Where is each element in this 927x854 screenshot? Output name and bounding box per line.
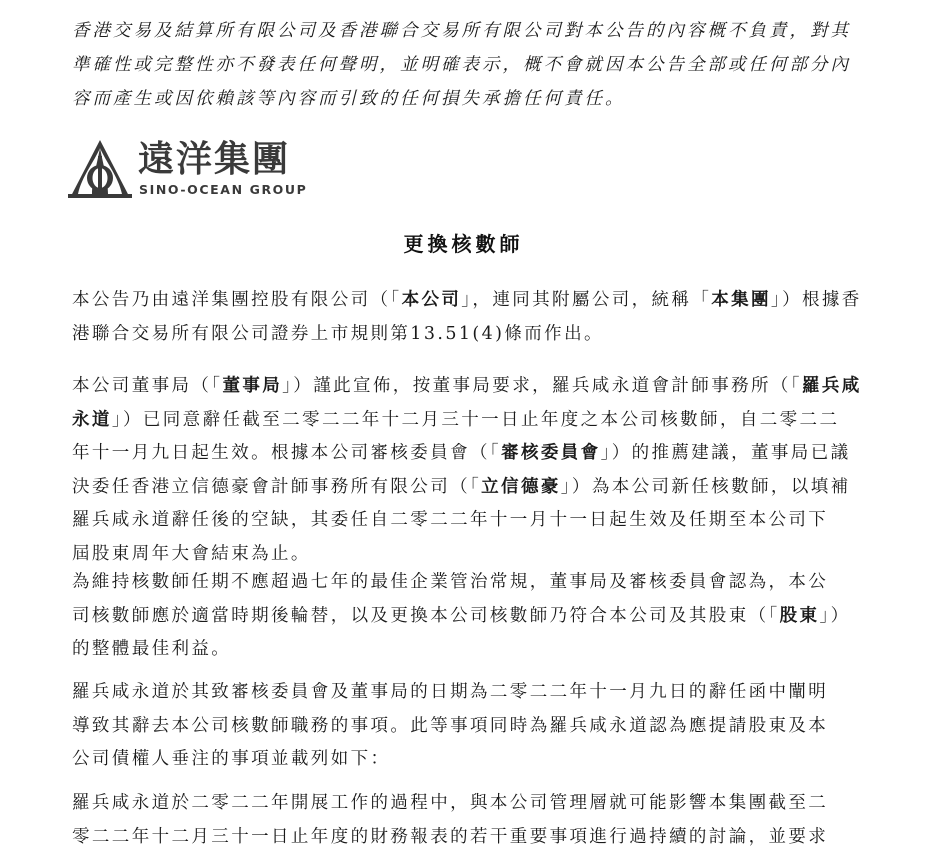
- text-segment: 年十一月九日起生效。根據本公司審核委員會（「: [72, 443, 502, 463]
- text-segment: 」）的推薦建議，董事局已議: [600, 443, 851, 463]
- text-segment: 本公司董事局（「: [72, 376, 223, 396]
- paragraph-5: [72, 787, 884, 854]
- paragraph-line: 導致其辭去本公司核數師職務的事項。此等事項同時為羅兵咸永道認為應提請股東及本: [72, 715, 829, 736]
- text-segment: 」）謹此宣佈，按董事局要求，羅兵咸永道會計師事務所（「: [282, 376, 802, 396]
- paragraph-line: [72, 370, 884, 404]
- defined-term: 本公司: [401, 290, 462, 310]
- disclaimer-line: 香港交易及結算所有限公司及香港聯合交易所有限公司對本公告的內容概不負責，對其: [72, 21, 851, 41]
- paragraph-line: 公司債權人垂注的事項並載列如下：: [72, 749, 391, 769]
- disclaimer-line: 容而產生或因依賴該等內容而引致的任何損失承擔任何責任。: [72, 89, 626, 109]
- paragraph-3: [72, 566, 884, 667]
- logo-chinese-name: 遠洋集團: [138, 139, 291, 180]
- paragraph-line: 屆股東周年大會結束為止。: [72, 543, 311, 564]
- defined-term: 本集團: [711, 290, 771, 310]
- defined-term: 董事局: [222, 376, 283, 396]
- paragraph-line: 羅兵咸永道辭任後的空缺，其委任自二零二二年十一月十一日起生效及任期至本公司下: [72, 510, 829, 530]
- paragraph-2: [72, 370, 884, 571]
- text-segment: 決委任香港立信德豪會計師事務所有限公司（「: [72, 476, 482, 497]
- paragraph-line: [72, 471, 884, 505]
- paragraph-line: 港聯合交易所有限公司證券上市規則第13.51(4)條而作出。: [72, 323, 604, 344]
- sino-ocean-logo-mark: [68, 138, 132, 200]
- text-segment: 」）: [819, 605, 851, 626]
- text-segment: 本公告乃由遠洋集團控股有限公司（「: [72, 290, 402, 310]
- paragraph-4: [72, 676, 884, 777]
- paragraph-line: [72, 437, 884, 471]
- text-segment: 」）已同意辭任截至二零二二年十二月三十一日止年度之本公司核數師，自二零二二: [111, 409, 840, 430]
- paragraph-line: [72, 404, 884, 438]
- disclaimer-text: [72, 14, 884, 116]
- text-segment: 」）根據香: [770, 290, 862, 310]
- text-segment: 」）為本公司新任核數師，以填補: [560, 476, 851, 497]
- paragraph-line: 羅兵咸永道於其致審核委員會及董事局的日期為二零二二年十一月九日的辭任函中闡明: [72, 682, 829, 702]
- paragraph-line: 零二二年十二月三十一日止年度的財務報表的若干重要事項進行過持續的討論，並要求: [72, 826, 829, 847]
- paragraph-line: [72, 284, 884, 318]
- announcement-title: 更換核數師: [403, 232, 524, 256]
- company-logo: [68, 138, 318, 200]
- paragraph-line: 為維持核數師任期不應超過七年的最佳企業管治常規，董事局及審核委員會認為，本公: [72, 572, 829, 592]
- defined-term: 永道: [72, 409, 112, 430]
- defined-term: 立信德豪: [481, 476, 561, 497]
- text-segment: 」，連同其附屬公司，統稱「: [461, 290, 712, 310]
- defined-term: 股東: [779, 605, 820, 626]
- paragraph-1: [72, 284, 884, 351]
- defined-term: 審核委員會: [501, 443, 601, 463]
- text-segment: 司核數師應於適當時期後輪替，以及更換本公司核數師乃符合本公司及其股東（「: [72, 605, 780, 626]
- paragraph-line: [72, 600, 884, 634]
- paragraph-line: 的整體最佳利益。: [72, 639, 232, 659]
- defined-term: 羅兵咸: [801, 376, 862, 396]
- logo-english-name: SINO-OCEAN GROUP: [139, 182, 308, 197]
- disclaimer-line: 準確性或完整性亦不發表任何聲明，並明確表示，概不會就因本公告全部或任何部分內: [72, 55, 851, 75]
- paragraph-line: 羅兵咸永道於二零二二年開展工作的過程中，與本公司管理層就可能影響本集團截至二: [72, 793, 829, 813]
